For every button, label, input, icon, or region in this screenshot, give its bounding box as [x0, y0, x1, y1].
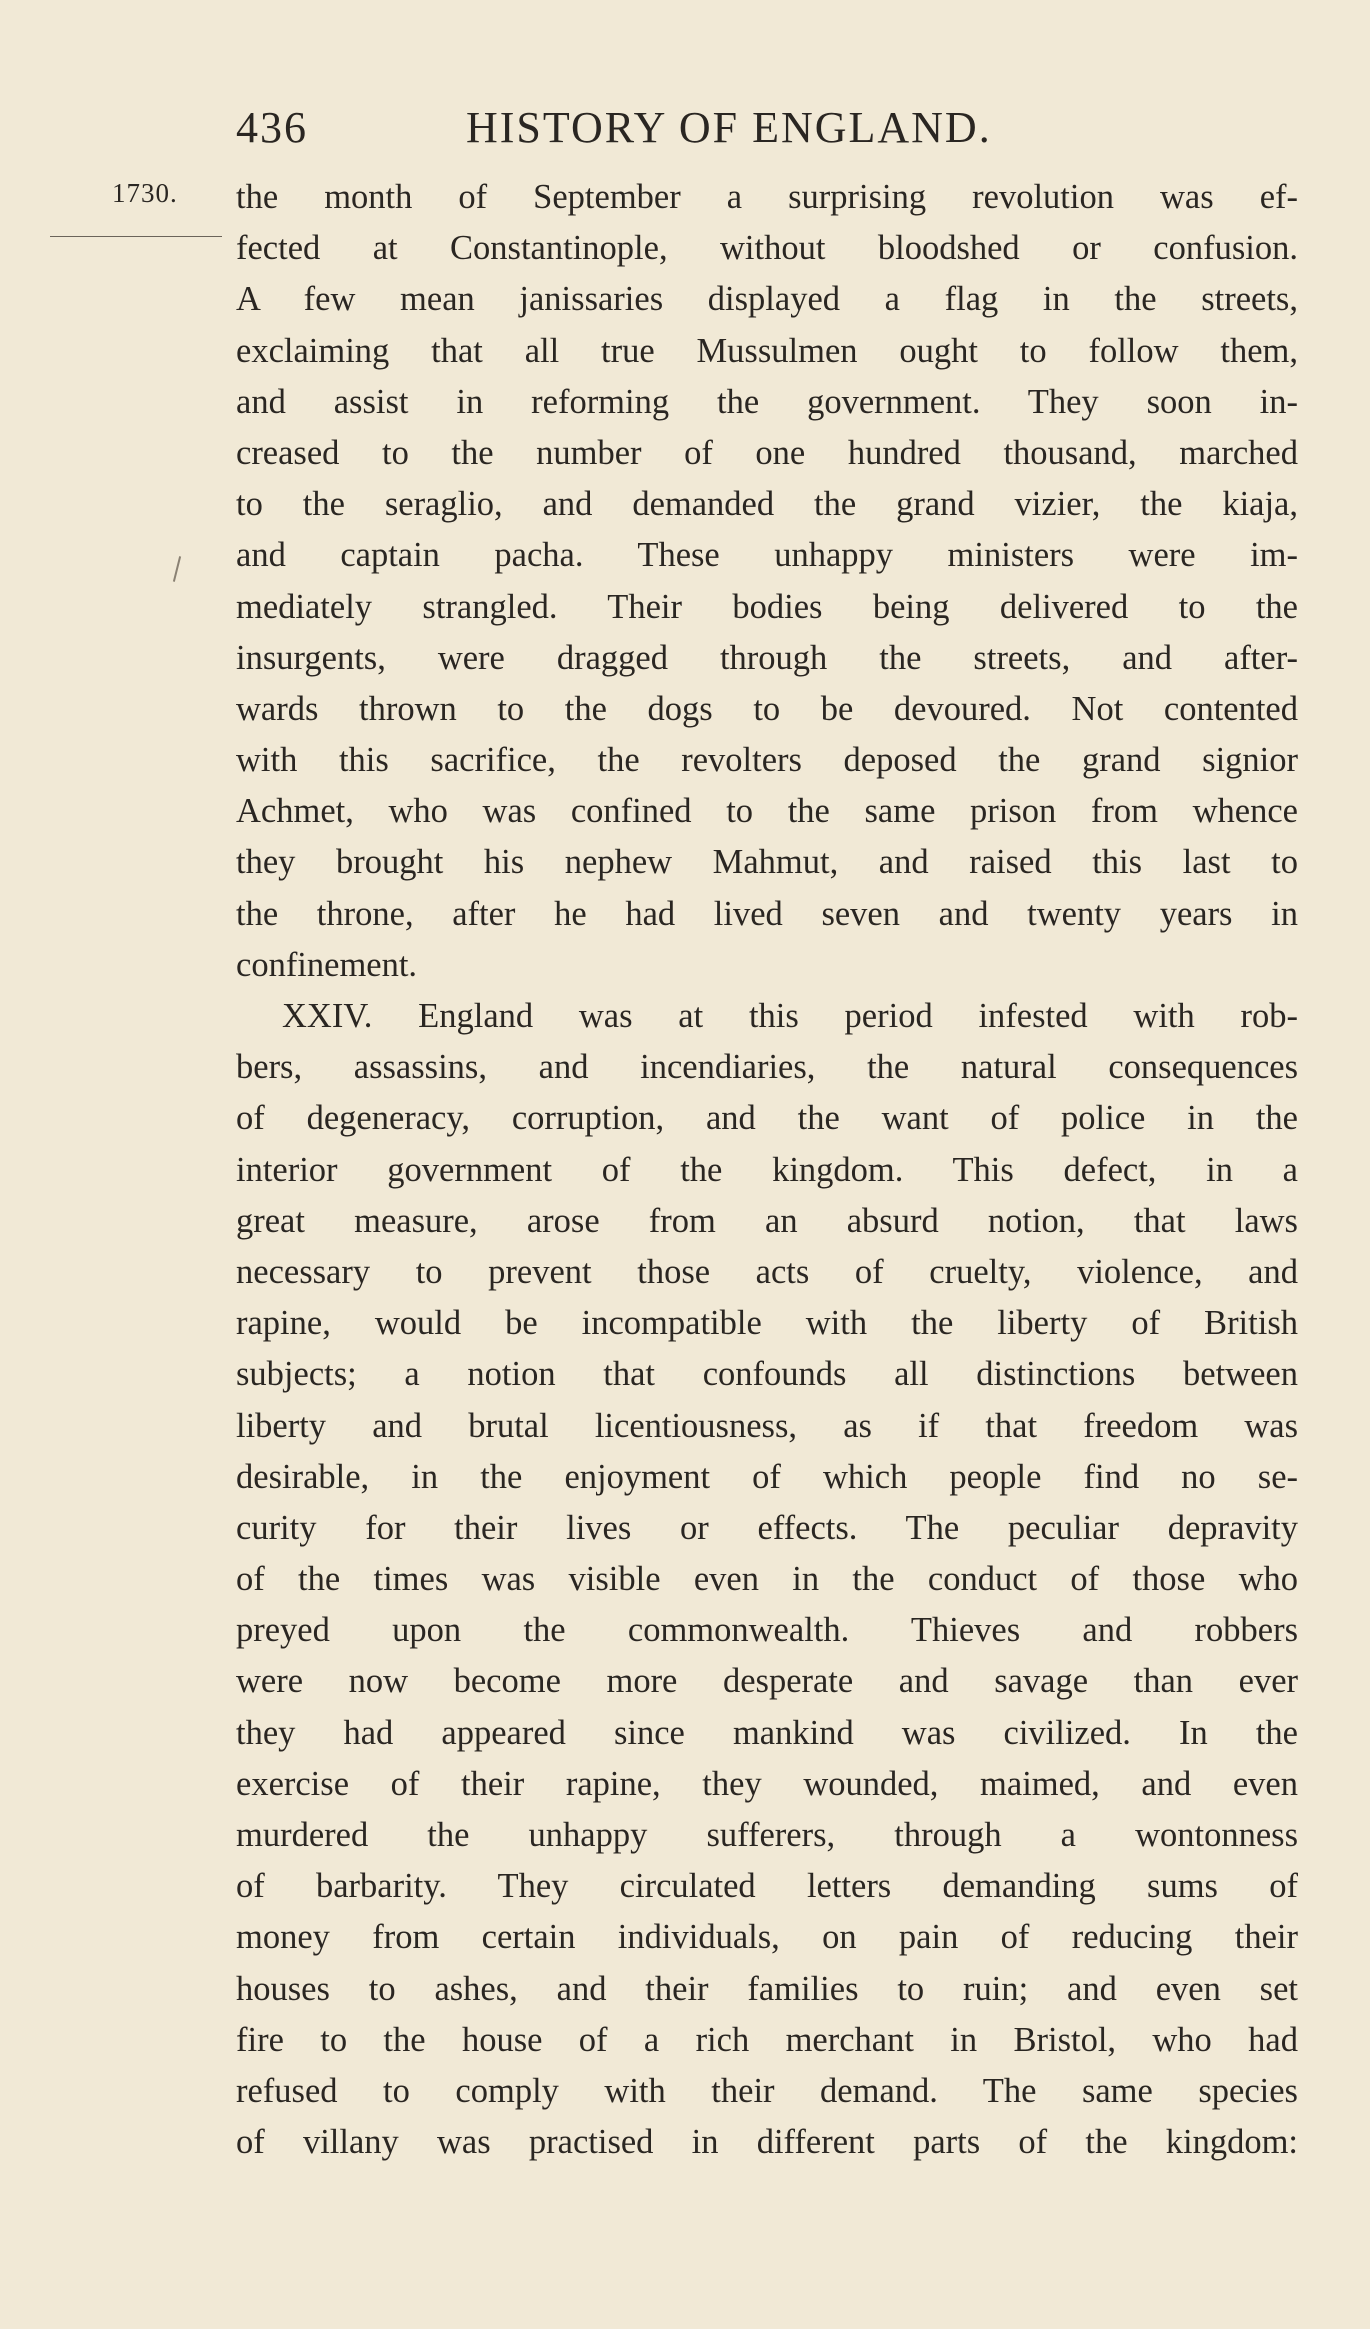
text-line: to the seraglio, and demanded the grand vizier, the kiaja,	[236, 485, 1298, 524]
text-line: XXIV. England was at this period infested with rob-	[282, 997, 1298, 1035]
text-line: desirable, in the enjoyment of which people find no se-	[236, 1457, 1298, 1496]
text-line: of barbarity. They circulated letters demanding sums of	[236, 1867, 1298, 1906]
margin-rule	[50, 236, 222, 237]
text-line: murdered the unhappy sufferers, through a wontonness	[236, 1816, 1298, 1854]
text-line: necessary to prevent those acts of cruelty, violence, and	[236, 1252, 1298, 1291]
text-line: the month of September a surprising revolution was ef-	[236, 178, 1298, 216]
text-line: money from certain individuals, on pain of reducing their	[236, 1918, 1298, 1957]
text-line: great measure, arose from an absurd notion, that laws	[236, 1201, 1298, 1240]
text-line: fected at Constantinople, without bloodshed or confusion.	[236, 229, 1298, 268]
text-line: interior government of the kingdom. This defect, in a	[236, 1150, 1298, 1189]
text-line: bers, assassins, and incendiaries, the natural consequences	[236, 1048, 1298, 1087]
text-line: of degeneracy, corruption, and the want of police in the	[236, 1099, 1298, 1138]
text-line: of villany was practised in different parts of the kingdom:	[236, 2123, 1298, 2162]
text-line: exercise of their rapine, they wounded, maimed, and even	[236, 1764, 1298, 1803]
text-line: subjects; a notion that confounds all distinctions between	[236, 1355, 1298, 1394]
text-line: preyed upon the commonwealth. Thieves and robbers	[236, 1611, 1298, 1650]
text-line: with this sacrifice, the revolters deposed the grand signior	[236, 741, 1298, 780]
text-line: houses to ashes, and their families to ruin; and even set	[236, 1969, 1298, 2008]
text-line: confinement.	[236, 945, 418, 984]
header-title: HISTORY OF ENGLAND.	[466, 103, 992, 152]
text-line: insurgents, were dragged through the streets, and after-	[236, 638, 1298, 677]
text-line: wards thrown to the dogs to be devoured. Not contented	[236, 689, 1298, 728]
text-line: exclaiming that all true Mussulmen ought to follow them,	[236, 331, 1298, 370]
margin-year-note: 1730.	[112, 178, 178, 208]
body-text	[236, 172, 1298, 2168]
paragraph	[236, 172, 1298, 991]
text-line: liberty and brutal licentiousness, as if that freedom was	[236, 1406, 1298, 1445]
stray-ink-mark	[173, 556, 181, 582]
text-line: the throne, after he had lived seven and twenty years in	[236, 894, 1298, 933]
text-line: fire to the house of a rich merchant in Bristol, who had	[236, 2020, 1298, 2059]
text-line: A few mean janissaries displayed a flag in the streets,	[236, 280, 1298, 319]
running-header	[230, 92, 1290, 152]
text-line: refused to comply with their demand. The same species	[236, 2071, 1298, 2110]
page-number: 436	[236, 103, 308, 152]
text-line: were now become more desperate and savage than ever	[236, 1662, 1298, 1701]
text-line: they had appeared since mankind was civilized. In the	[236, 1713, 1298, 1752]
text-line: and assist in reforming the government. They soon in-	[236, 382, 1298, 421]
text-line: curity for their lives or effects. The peculiar depravity	[236, 1508, 1298, 1547]
text-line: mediately strangled. Their bodies being delivered to the	[236, 587, 1298, 626]
text-line: they brought his nephew Mahmut, and raised this last to	[236, 843, 1298, 882]
text-line: of the times was visible even in the conduct of those who	[236, 1560, 1298, 1599]
paragraph	[236, 991, 1298, 2168]
text-line: Achmet, who was confined to the same prison from whence	[236, 792, 1298, 831]
text-line: rapine, would be incompatible with the liberty of British	[236, 1304, 1298, 1343]
text-line: and captain pacha. These unhappy ministers were im-	[236, 536, 1298, 575]
text-line: creased to the number of one hundred thousand, marched	[236, 433, 1298, 472]
